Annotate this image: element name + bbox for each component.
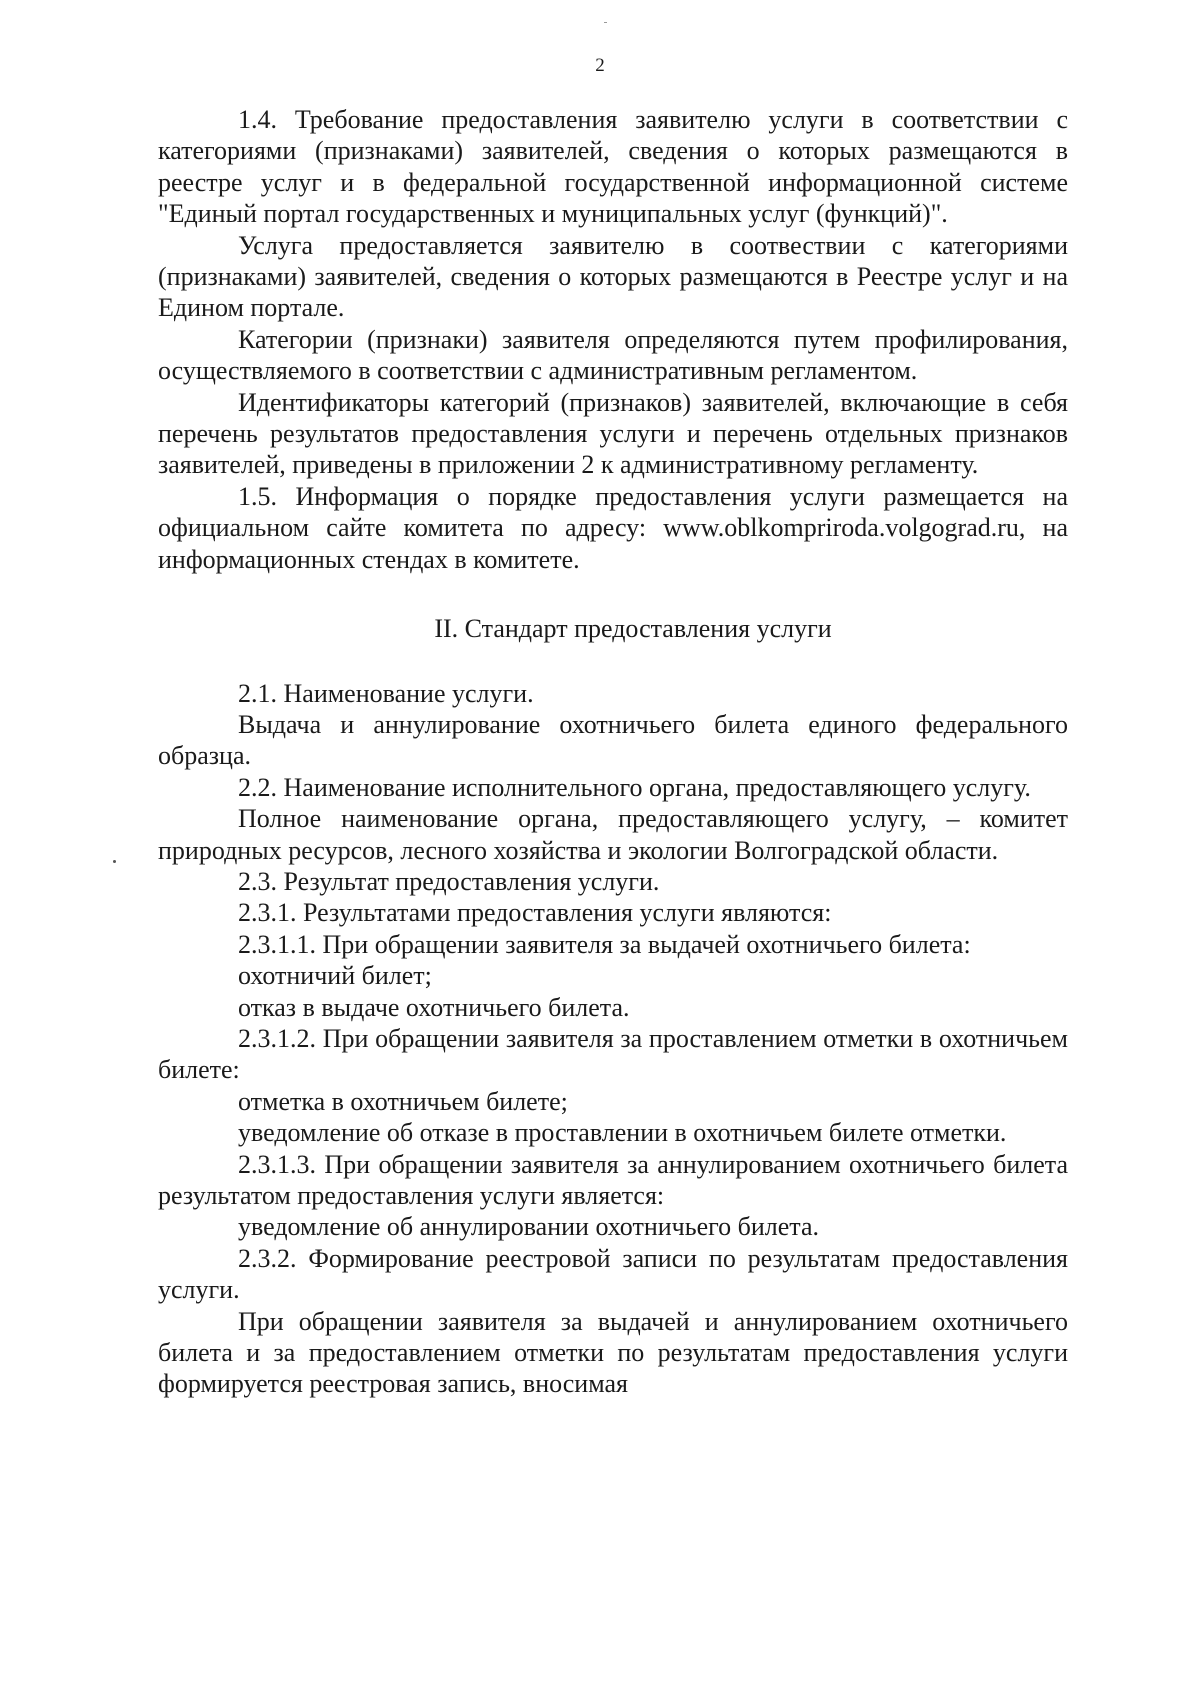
paragraph-service-categories: Услуга предоставляется заявителю в соотвествии с категориями (признаками) заявителей, сведения о которых размещаются в Реестре услуг и на Едином портале.	[158, 230, 1068, 323]
paragraph-service-name: Выдача и аннулирование охотничьего билета единого федерального образца.	[158, 709, 1068, 771]
paragraph-2-3-1-2: 2.3.1.2. При обращении заявителя за проставлением отметки в охотничьем билете:	[158, 1023, 1068, 1085]
list-item-mark-refusal: уведомление об отказе в проставлении в охотничьем билете отметки.	[238, 1118, 1007, 1148]
paragraph-categories-profiling: Категории (признаки) заявителя определяются путем профилирования, осуществляемого в соответствии с административным регламентом.	[158, 324, 1068, 386]
page-number: 2	[595, 55, 605, 76]
paragraph-1-5: 1.5. Информация о порядке предоставления услуги размещается на официальном сайте комитета по адресу: www.oblkompriroda.volgograd.ru, на информационных стендах в комитете.	[158, 481, 1068, 574]
list-item-mark: отметка в охотничьем билете;	[238, 1086, 568, 1116]
paragraph-2-3: 2.3. Результат предоставления услуги.	[238, 866, 660, 896]
section-heading: II. Стандарт предоставления услуги	[434, 614, 832, 644]
paragraph-2-3-1-3: 2.3.1.3. При обращении заявителя за аннулированием охотничьего билета результатом предоставления услуги является:	[158, 1149, 1068, 1210]
scan-dot	[113, 860, 116, 863]
paragraph-2-3-1-1: 2.3.1.1. При обращении заявителя за выдачей охотничьего билета:	[238, 929, 971, 959]
list-item-refusal: отказ в выдаче охотничьего билета.	[238, 992, 630, 1022]
paragraph-1-4: 1.4. Требование предоставления заявителю услуги в соответствии с категориями (признаками) заявителей, сведения о которых размещаются в реестре услуг и в федеральной государственной информационной системе "Единый портал государственных и муниципальных услуг (функций)".	[158, 105, 1068, 229]
paragraph-identifiers: Идентификаторы категорий (признаков) заявителей, включающие в себя перечень результатов предоставления услуги и перечень отдельных признаков заявителей, приведены в приложении 2 к административному регламенту.	[158, 387, 1068, 480]
paragraph-registry-record: При обращении заявителя за выдачей и аннулированием охотничьего билета и за предоставлением отметки по результатам предоставления услуги формируется реестровая запись, вносимая	[158, 1306, 1068, 1399]
document-body	[158, 104, 1068, 1400]
paragraph-2-3-2: 2.3.2. Формирование реестровой записи по результатам предоставления услуги.	[158, 1243, 1068, 1305]
paragraph-2-1: 2.1. Наименование услуги.	[238, 678, 534, 708]
scan-mark	[604, 22, 607, 23]
paragraph-2-2: 2.2. Наименование исполнительного органа, предоставляющего услугу.	[238, 772, 1031, 802]
paragraph-2-3-1: 2.3.1. Результатами предоставления услуги являются:	[238, 898, 832, 928]
list-item-annulment-notice: уведомление об аннулировании охотничьего билета.	[238, 1212, 820, 1242]
paragraph-organ-name: Полное наименование органа, предоставляющего услугу, – комитет природных ресурсов, лесного хозяйства и экологии Волгоградской области.	[158, 804, 1068, 865]
list-item-hunting-ticket: охотничий билет;	[238, 961, 432, 991]
